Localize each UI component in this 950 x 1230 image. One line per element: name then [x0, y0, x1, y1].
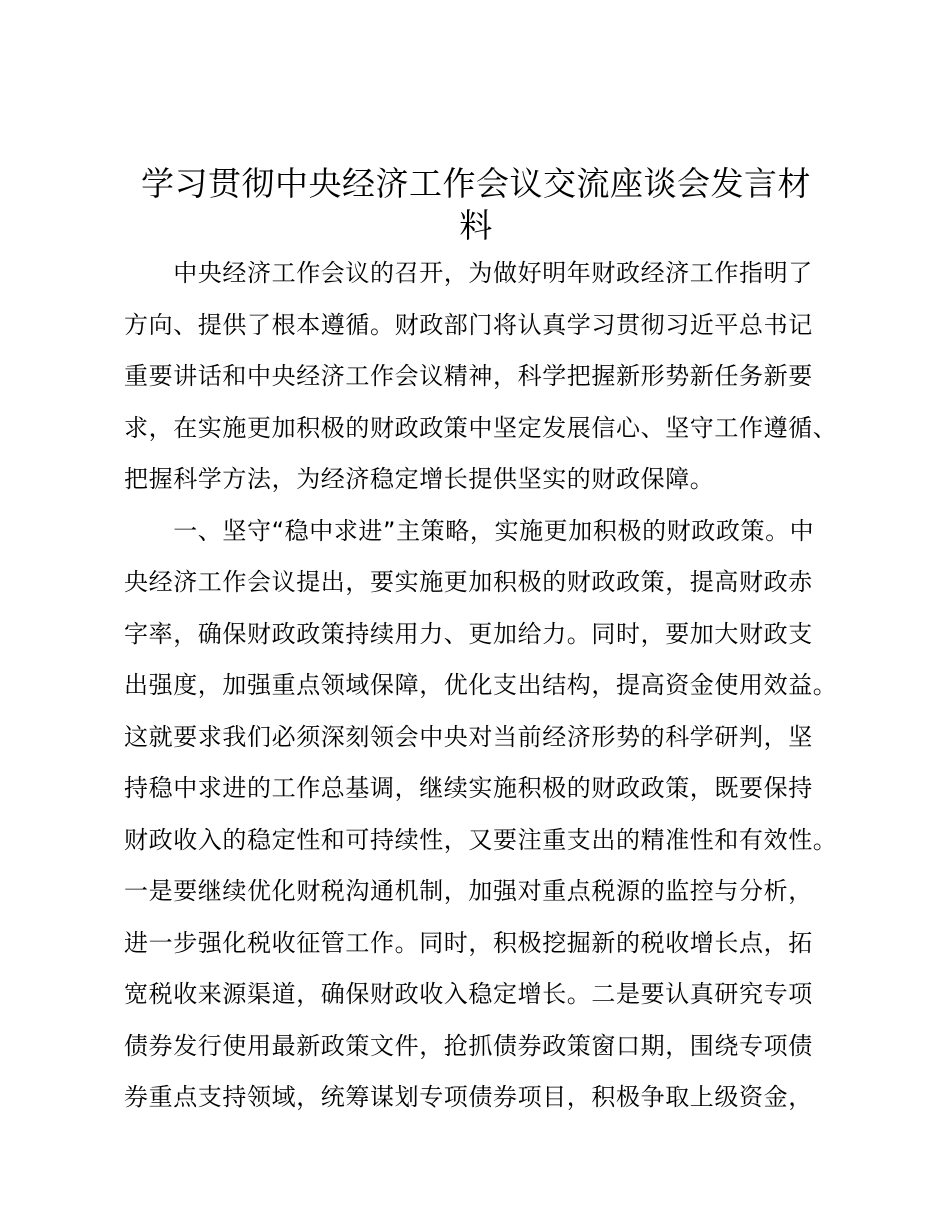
body-text-line: 求，在实施更加积极的财政政策中坚定发展信心、坚守工作遵循、	[124, 414, 838, 442]
body-text-line: 字率，确保财政政策持续用力、更加给力。同时，要加大财政支	[124, 620, 813, 648]
body-text-line: 持稳中求进的工作总基调，继续实施积极的财政政策，既要保持	[124, 774, 813, 802]
body-text-line: 中央经济工作会议的召开，为做好明年财政经济工作指明了	[124, 259, 813, 287]
body-text-line: 把握科学方法，为经济稳定增长提供坚实的财政保障。	[124, 465, 715, 493]
body-text-line: 一、坚守“稳中求进”主策略，实施更加积极的财政政策。中	[124, 517, 815, 545]
body-text-line: 财政收入的稳定性和可持续性，又要注重支出的精准性和有效性。	[124, 826, 838, 854]
body-text-line: 债券发行使用最新政策文件，抢抓债券政策窗口期，围绕专项债	[124, 1032, 813, 1060]
document-title	[120, 163, 832, 247]
title-line-1: 学习贯彻中央经济工作会议交流座谈会发言材	[141, 164, 811, 203]
title-line-2: 料	[459, 206, 493, 245]
body-text-line: 央经济工作会议提出，要实施更加积极的财政政策，提高财政赤	[124, 568, 813, 596]
body-text-line: 重要讲话和中央经济工作会议精神，科学把握新形势新任务新要	[124, 362, 813, 390]
body-text-line: 券重点支持领域，统筹谋划专项债券项目，积极争取上级资金，	[124, 1083, 813, 1111]
body-text-line: 方向、提供了根本遵循。财政部门将认真学习贯彻习近平总书记	[124, 311, 813, 339]
body-text-line: 出强度，加强重点领域保障，优化支出结构，提高资金使用效益。	[124, 671, 838, 699]
body-text-line: 这就要求我们必须深刻领会中央对当前经济形势的科学研判，坚	[124, 723, 813, 751]
body-text-line: 宽税收来源渠道，确保财政收入稳定增长。二是要认真研究专项	[124, 980, 813, 1008]
body-text-line: 进一步强化税收征管工作。同时，积极挖掘新的税收增长点，拓	[124, 929, 813, 957]
body-text-line: 一是要继续优化财税沟通机制，加强对重点税源的监控与分析，	[124, 877, 813, 905]
